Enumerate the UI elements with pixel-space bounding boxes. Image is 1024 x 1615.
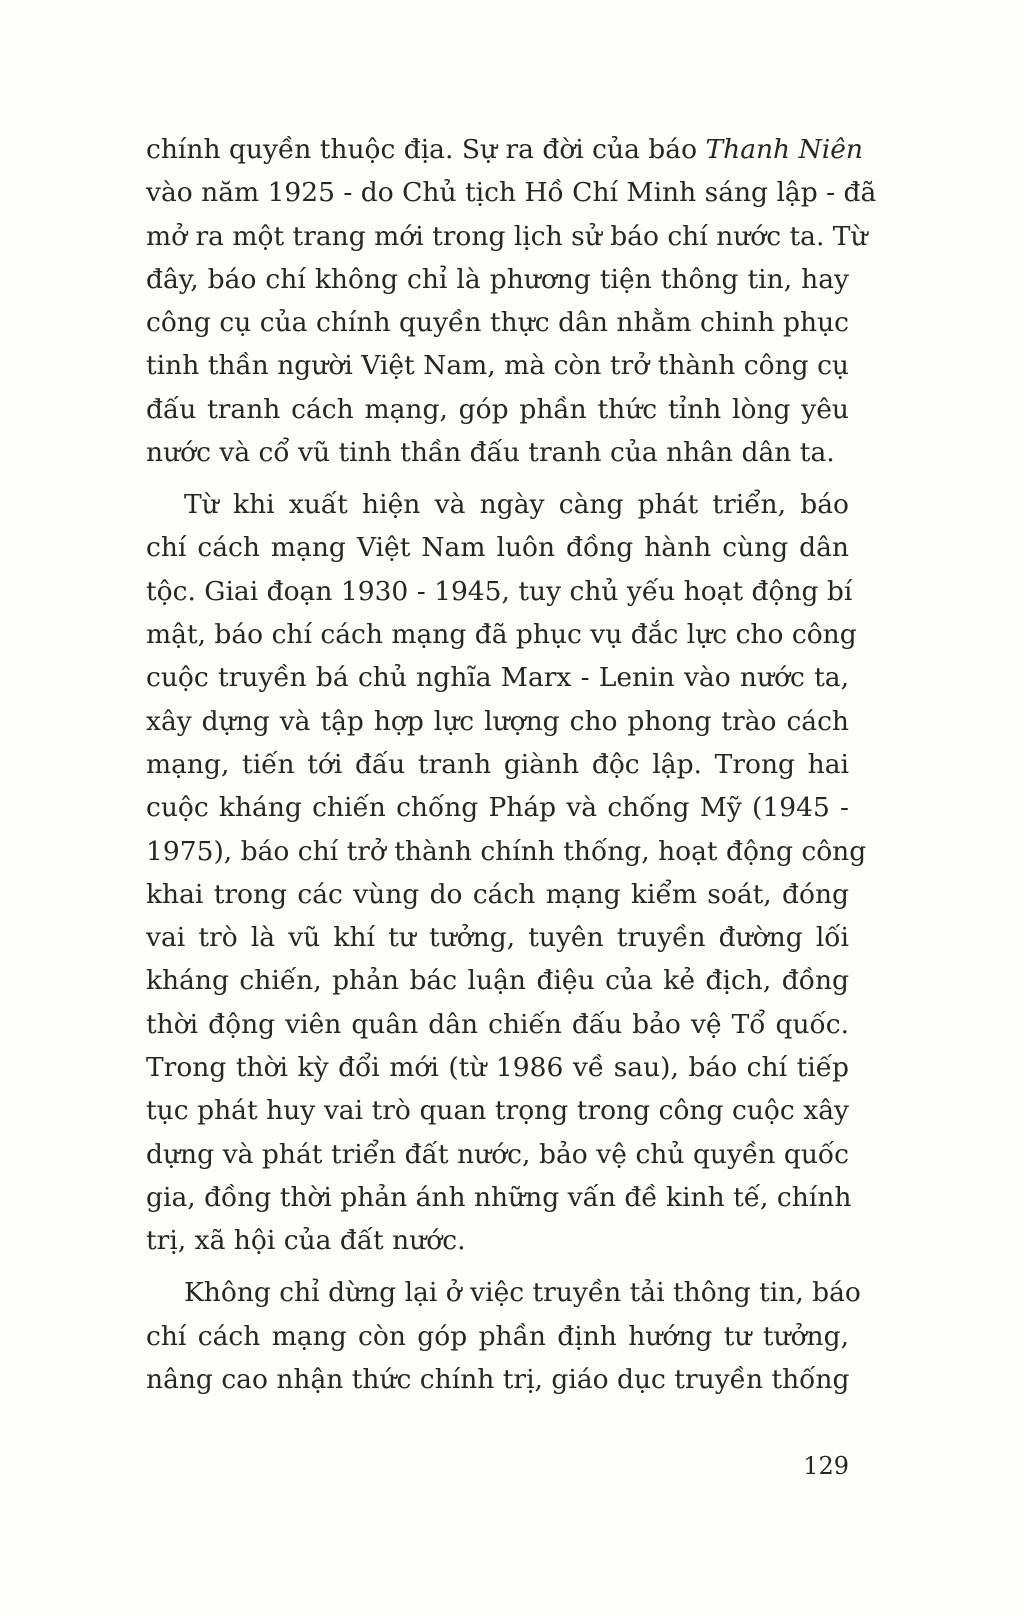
text-line bbox=[146, 1046, 849, 1089]
line-text: mạng, tiến tới đấu tranh giành độc lập. Trong hai bbox=[146, 748, 849, 780]
line-text: 1975), báo chí trở thành chính thống, hoạt động công bbox=[146, 835, 867, 867]
line-text: công cụ của chính quyền thực dân nhằm chinh phục bbox=[146, 307, 849, 339]
text-line bbox=[146, 388, 849, 431]
text-line bbox=[146, 743, 849, 786]
line-text: mật, báo chí cách mạng đã phục vụ đắc lực cho công bbox=[146, 619, 857, 651]
italic-title-text: Thanh Niên bbox=[705, 134, 863, 165]
text-line bbox=[146, 1089, 849, 1132]
text-line bbox=[146, 830, 867, 873]
line-text: kháng chiến, phản bác luận điệu của kẻ địch, đồng bbox=[146, 965, 849, 997]
line-text: tục phát huy vai trò quan trọng trong công cuộc xây bbox=[146, 1095, 849, 1127]
text-line bbox=[146, 786, 849, 829]
line-text: Không chỉ dừng lại ở việc truyền tải thông tin, báo bbox=[184, 1277, 861, 1309]
text-line bbox=[146, 344, 849, 387]
text-line bbox=[146, 570, 853, 613]
text-line bbox=[146, 258, 849, 301]
page-body-text bbox=[146, 128, 877, 1410]
text-line bbox=[146, 613, 857, 656]
line-text: nâng cao nhận thức chính trị, giáo dục truyền thống bbox=[146, 1363, 850, 1395]
text-line bbox=[146, 1358, 849, 1401]
line-text: chí cách mạng Việt Nam luôn đồng hành cùng dân bbox=[146, 532, 849, 564]
paragraph bbox=[146, 483, 867, 1262]
line-text: nước và cổ vũ tinh thần đấu tranh của nhân dân ta. bbox=[146, 437, 835, 469]
line-text: cuộc truyền bá chủ nghĩa Marx - Lenin vào nước ta, bbox=[146, 662, 849, 694]
text-line bbox=[146, 700, 849, 743]
line-text: gia, đồng thời phản ánh những vấn đề kinh tế, chính bbox=[146, 1181, 852, 1213]
text-line bbox=[146, 656, 849, 699]
text-line bbox=[146, 301, 849, 344]
text-line bbox=[146, 1133, 849, 1176]
text-line bbox=[146, 1271, 861, 1314]
text-line bbox=[146, 959, 849, 1002]
text-line bbox=[146, 1176, 852, 1219]
line-text: khai trong các vùng do cách mạng kiểm soát, đóng bbox=[146, 878, 849, 910]
line-text: vào năm 1925 - do Chủ tịch Hồ Chí Minh sáng lập - đã bbox=[146, 177, 877, 209]
line-text: thời động viên quân dân chiến đấu bảo vệ Tổ quốc. bbox=[146, 1008, 849, 1040]
text-line bbox=[146, 1003, 849, 1046]
line-text: tộc. Giai đoạn 1930 - 1945, tuy chủ yếu hoạt động bí bbox=[146, 575, 853, 607]
text-line bbox=[146, 873, 849, 916]
line-text: cuộc kháng chiến chống Pháp và chống Mỹ (1945 - bbox=[146, 792, 849, 824]
line-text: chí cách mạng còn góp phần định hướng tư tưởng, bbox=[146, 1320, 849, 1352]
line-text: xây dựng và tập hợp lực lượng cho phong trào cách bbox=[146, 705, 849, 737]
text-line bbox=[146, 526, 849, 569]
text-line bbox=[146, 128, 863, 171]
text-line bbox=[146, 215, 868, 258]
line-text: tinh thần người Việt Nam, mà còn trở thành công cụ bbox=[146, 350, 849, 382]
text-line bbox=[146, 1315, 849, 1358]
line-text: dựng và phát triển đất nước, bảo vệ chủ quyền quốc bbox=[146, 1138, 849, 1170]
line-text: trị, xã hội của đất nước. bbox=[146, 1225, 466, 1257]
line-text: Từ khi xuất hiện và ngày càng phát triển, báo bbox=[184, 489, 849, 521]
line-text: Trong thời kỳ đổi mới (từ 1986 về sau), báo chí tiếp bbox=[146, 1052, 849, 1084]
line-text: mở ra một trang mới trong lịch sử báo chí nước ta. Từ bbox=[146, 220, 868, 252]
line-text: vai trò là vũ khí tư tưởng, tuyên truyền đường lối bbox=[146, 922, 849, 954]
line-text: chính quyền thuộc địa. Sự ra đời của báo bbox=[146, 134, 706, 165]
paragraph bbox=[146, 1271, 861, 1401]
text-line bbox=[146, 916, 849, 959]
page-number: 129 bbox=[803, 1452, 849, 1480]
paragraph bbox=[146, 128, 877, 474]
text-line bbox=[146, 431, 849, 474]
line-text: đây, báo chí không chỉ là phương tiện thông tin, hay bbox=[146, 263, 849, 295]
text-line bbox=[146, 171, 877, 214]
line-text: đấu tranh cách mạng, góp phần thức tỉnh lòng yêu bbox=[146, 393, 849, 425]
text-line bbox=[146, 1219, 849, 1262]
text-line bbox=[146, 483, 849, 526]
